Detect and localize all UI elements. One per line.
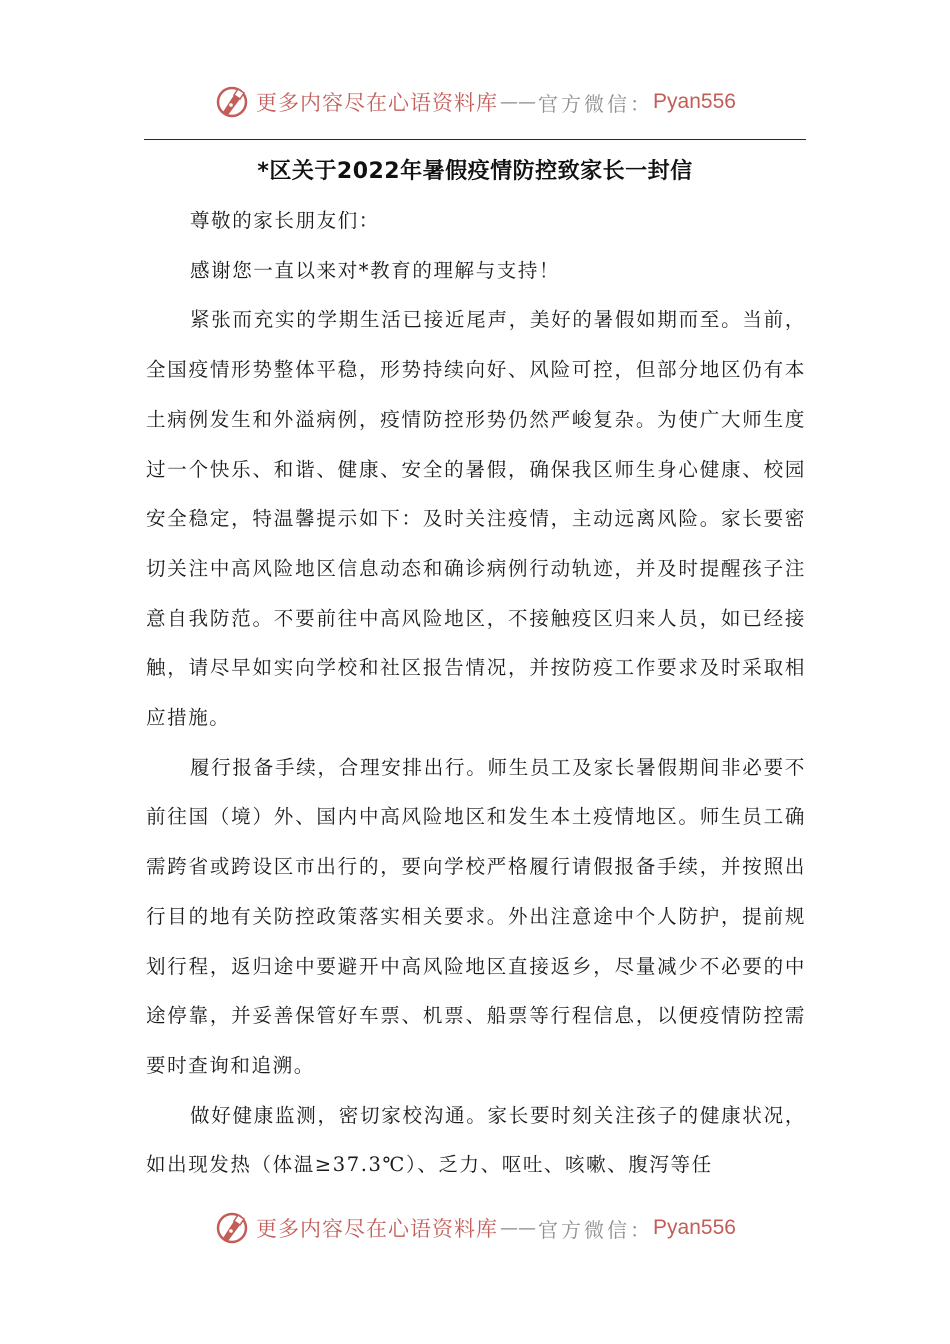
banner-wechat-label: 官方微信：	[538, 91, 654, 116]
body-paragraph-3: 做好健康监测，密切家校沟通。家长要时刻关注孩子的健康状况，如出现发热（体温≥37.3℃）、乏力、呕吐、咳嗽、腹泻等任	[146, 1103, 806, 1177]
pen-nib-icon	[214, 1210, 250, 1246]
banner-wechat-id: Pyan556	[653, 1216, 736, 1239]
banner-dash: ——	[500, 91, 537, 113]
banner-text: 更多内容尽在心语资料库	[256, 91, 499, 115]
header-divider	[144, 139, 806, 140]
greeting: 尊敬的家长朋友们：	[190, 209, 380, 232]
body-paragraph-2: 履行报备手续，合理安排出行。师生员工及家长暑假期间非必要不前往国（境）外、国内中高风险地区和发生本土疫情地区。师生员工确需跨省或跨设区市出行的，要向学校严格履行请假报备手续，并按照出行目的地有关防控政策落实相关要求。外出注意途中个人防护，提前规划行程，返归途中要避开中高风险地区直接返乡，尽量减少不必要的中途停靠，并妥善保管好车票、机票、船票等行程信息，以便疫情防控需要时查询和追溯。	[146, 755, 806, 1077]
footer-banner	[0, 1206, 950, 1250]
banner-wechat-id: Pyan556	[653, 90, 736, 113]
body-paragraph-1: 紧张而充实的学期生活已接近尾声，美好的暑假如期而至。当前，全国疫情形势整体平稳，形势持续向好、风险可控，但部分地区仍有本土病例发生和外溢病例，疫情防控形势仍然严峻复杂。为使广大师生度过一个快乐、和谐、健康、安全的暑假，确保我区师生身心健康、校园安全稳定，特温馨提示如下：及时关注疫情，主动远离风险。家长要密切关注中高风险地区信息动态和确诊病例行动轨迹，并及时提醒孩子注意自我防范。不要前往中高风险地区，不接触疫区归来人员，如已经接触，请尽早如实向学校和社区报告情况，并按防疫工作要求及时采取相应措施。	[146, 308, 806, 730]
pen-nib-icon	[214, 84, 250, 120]
document-body	[146, 196, 806, 1190]
banner-dash: ——	[500, 1217, 537, 1239]
header-banner	[0, 80, 950, 124]
banner-wechat-label: 官方微信：	[538, 1217, 654, 1242]
document-title: *区关于2022年暑假疫情防控致家长一封信	[257, 159, 693, 184]
thanks-line: 感谢您一直以来对*教育的理解与支持！	[190, 258, 561, 282]
banner-text: 更多内容尽在心语资料库	[256, 1217, 499, 1241]
